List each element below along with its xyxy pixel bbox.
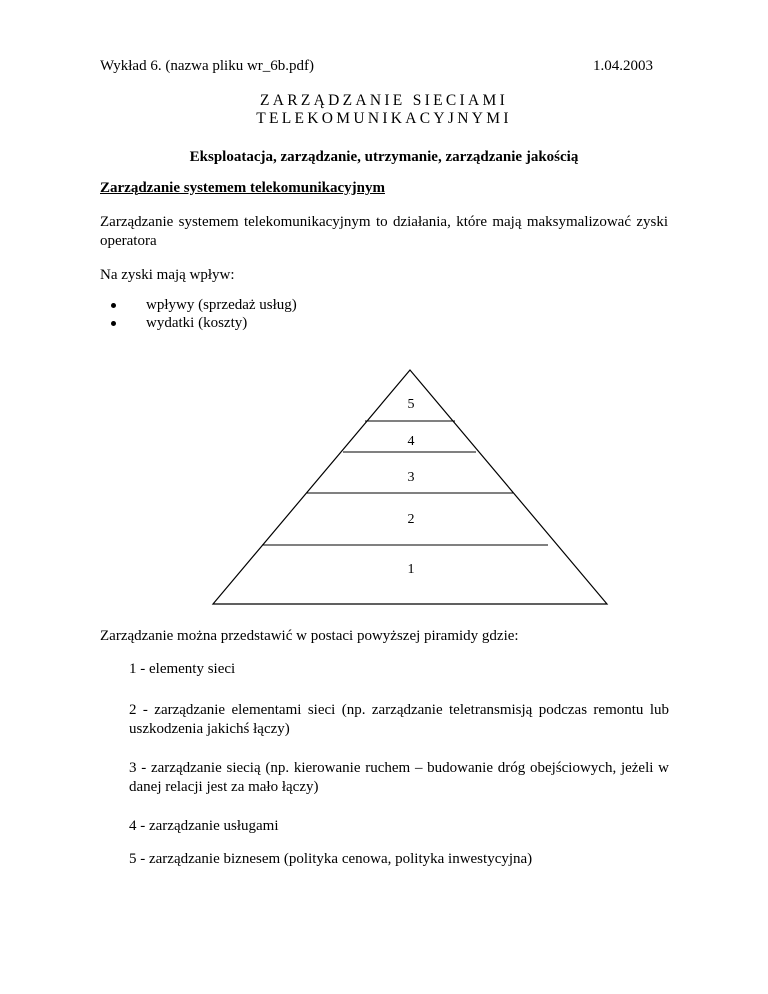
pyramid-level-4: 4 [407, 434, 415, 449]
list-item-text: wpływy (sprzedaż usług) [146, 297, 297, 313]
document-subtitle: Eksploatacja, zarządzanie, utrzymanie, zarządzanie jakością [189, 149, 579, 165]
pyramid-level-1: 1 [407, 562, 415, 577]
document-title-line-2: TELEKOMUNIKACYJNYMI [256, 110, 512, 127]
influences-lead: Na zyski mają wpływ: [100, 267, 235, 283]
pyramid-level-5: 5 [407, 397, 415, 412]
list-item-text: wydatki (koszty) [146, 315, 248, 331]
intro-paragraph: Zarządzanie systemem telekomunikacyjnym to działania, które mają maksymalizować zyski operatora [100, 214, 668, 249]
legend-item-4: 4 - zarządzanie usługami [129, 818, 279, 834]
pyramid-description: Zarządzanie można przedstawić w postaci powyższej piramidy gdzie: [100, 628, 519, 644]
document-title-line-1: ZARZĄDZANIE SIECIAMI [259, 92, 509, 109]
lecture-header: Wykład 6. (nazwa pliku wr_6b.pdf) [100, 58, 315, 74]
pyramid-level-3: 3 [407, 470, 415, 485]
legend-item-3: 3 - zarządzanie siecią (np. kierowanie ruchem – budowanie dróg obejściowych, jeżeli w danej relacji jest za mało łączy) [129, 760, 669, 795]
legend-item-5: 5 - zarządzanie biznesem (polityka cenowa, polityka inwestycyjna) [129, 851, 533, 867]
section-heading: Zarządzanie systemem telekomunikacyjnym [100, 180, 385, 196]
legend-item-1: 1 - elementy sieci [129, 661, 236, 677]
pyramid-level-2: 2 [407, 512, 415, 527]
legend-item-2: 2 - zarządzanie elementami sieci (np. zarządzanie teletransmisją podczas remontu lub uszkodzenia jakichś łączy) [129, 702, 669, 737]
date-header: 1.04.2003 [593, 58, 653, 74]
